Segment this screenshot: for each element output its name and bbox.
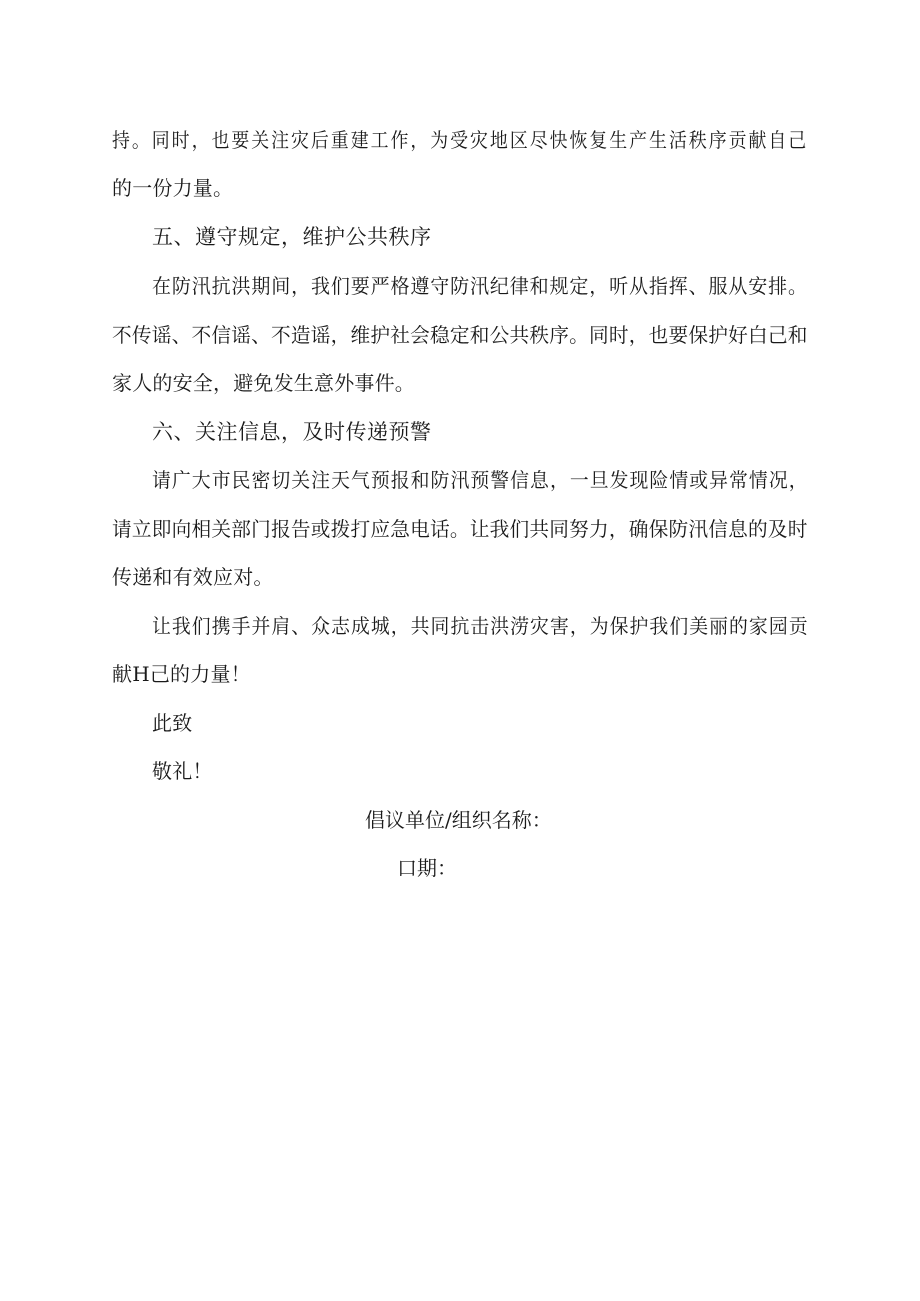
signature-organization: 倡议单位/组织名称： [365, 808, 552, 832]
paragraph-line-2: 的一份力量。 [112, 176, 234, 200]
paragraph-line-1 [112, 126, 808, 154]
closing-line-2: 敬礼！ [152, 759, 213, 783]
paragraph-line-1-text: 持。同时，也要关注灾后重建工作，为受灾地区尽快恢复生产生活秩序贡献自己 [112, 128, 809, 152]
paragraph-line-4: 不传谣、不信谣、不造谣，维护社会稳定和公共秩序。同时，也要保护好白己和 [112, 323, 808, 347]
paragraph-line-5: 家人的安全，避免发生意外事件。 [112, 371, 415, 395]
signature-date: 口期： [397, 856, 457, 880]
paragraph-line-6: 请广大市民密切关注天气预报和防汛预警信息，一旦发现险情或异常情况， [152, 468, 809, 492]
paragraph-line-10: 献H己的力量！ [112, 662, 251, 686]
paragraph-line-7: 请立即向相关部门报告或拨打应急电话。让我们共同努力，确保防汛信息的及时 [112, 517, 808, 541]
paragraph-line-8: 传递和有效应对。 [112, 565, 274, 589]
closing-line-1: 此致 [152, 711, 193, 735]
paragraph-line-3: 在防汛抗洪期间，我们要严格遵守防汛纪律和规定，听从指挥、服从安排。 [152, 274, 808, 298]
section-heading-5: 五、遵守规定，维护公共秩序 [152, 225, 432, 249]
paragraph-line-9: 让我们携手并肩、众志成城，共同抗击洪涝灾害，为保护我们美丽的家园贡 [152, 614, 809, 638]
section-heading-6: 六、关注信息，及时传递预警 [152, 420, 432, 444]
